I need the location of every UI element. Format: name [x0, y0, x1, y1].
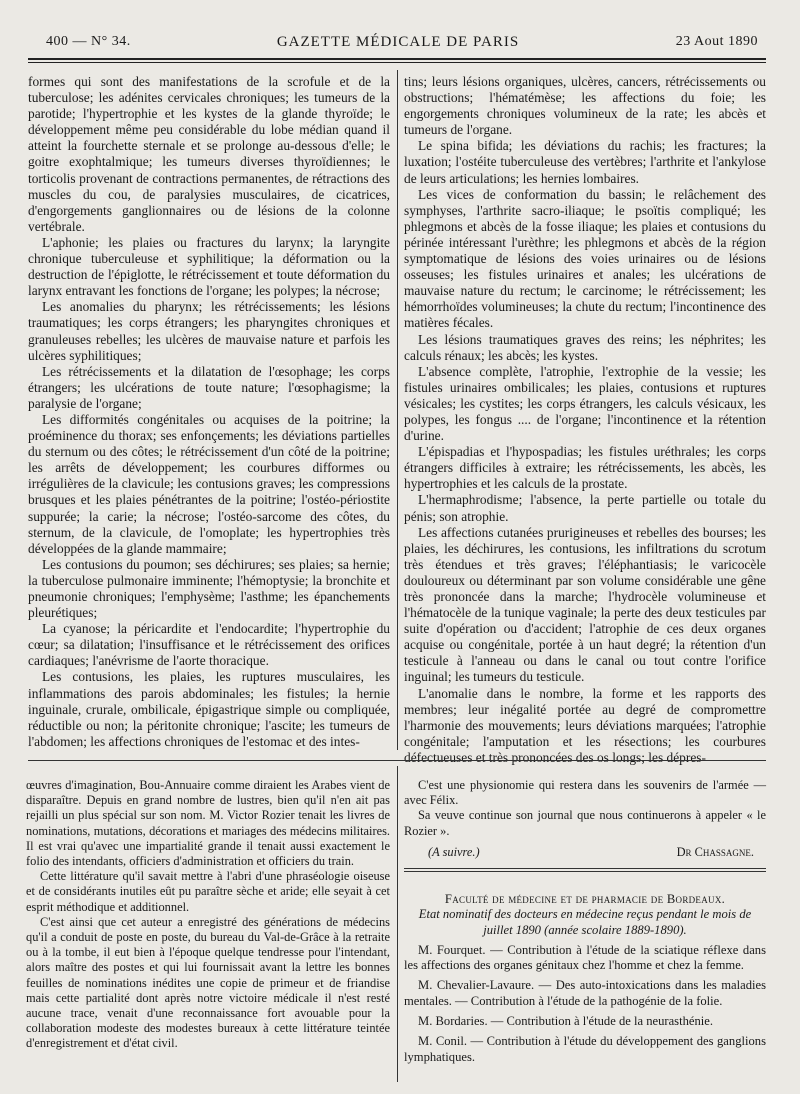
paragraph: Les contusions du poumon; ses déchirures; ses plaies; sa hernie; la tuberculose pulmonaire imminente; l'hémoptysie; la bronchite et pneumonie chroniques; l'emphysème; l'asthme; les épanchements pleurétiques;	[28, 556, 390, 621]
paragraph: C'est une physionomie qui restera dans les souvenirs de l'armée — avec Félix.	[404, 778, 766, 808]
paragraph: œuvres d'imagination, Bou-Annuaire comme diraient les Arabes vient de disparaître. Depuis en grand nombre de lustres, bien qu'il n'en ait pas rejailli un plus spécial sur son nom. M. Victor Rozier tenait les livres de nominations, mutations, décorations et mariages des médecins militaires. Il est vrai qu'avec une impartialité grande il tenait aussi exactement le folio des intendants, officiers d'administration et officiers du train.	[26, 778, 390, 869]
signature-line	[404, 845, 766, 860]
page-number: 400 — N° 34.	[46, 34, 131, 49]
page-header	[28, 34, 768, 54]
paragraph: L'épispadias et l'hypospadias; les fistules uréthrales; les corps étrangers difficiles à extraire; les rétrécissements, les abcès, les hypertrophies et les calculs de la prostate.	[404, 444, 766, 492]
column-divider	[397, 70, 398, 750]
author-signature: Dr Chassagne.	[676, 844, 754, 859]
faculty-section	[404, 892, 766, 1065]
feuilleton-right	[404, 778, 766, 860]
issue-date: 23 Aout 1890	[675, 34, 758, 49]
paragraph: Les lésions traumatiques graves des reins; les néphrites; les calculs rénaux; les abcès; les kystes.	[404, 331, 766, 363]
list-item: M. Bordaries. — Contribution à l'étude de la neurasthénie.	[418, 1014, 713, 1029]
header-rule	[28, 58, 766, 60]
paragraph: formes qui sont des manifestations de la scrofule et de la tuberculose; les adénites cervicales chroniques; les tumeurs de la parotide; l'hypertrophie et les kystes de la glande thyroïde; le développement même peu considérable du lobe médian quand il atteint la fourchette sternale et se prolonge au-dessous d'elle; le goitre exophtalmique; les tumeurs diverses thyroïdiennes; le torticolis provenant de contractions permanentes, de rétractions des muscles du cou, de paralysies musculaires, de cicatrices, d'engorgements ganglionnaires ou de lésions de la colonne vertébrale.	[28, 74, 390, 234]
list-item: M. Fourquet. — Contribution à l'étude de la sciatique réflexe dans les affections des organes génitaux chez l'homme et chez la femme.	[404, 942, 766, 973]
faculty-heading: Faculté de médecine et de pharmacie de Bordeaux.	[444, 892, 726, 906]
paragraph: Les contusions, les plaies, les ruptures musculaires, les inflammations des parois abdominales; les fistules; la hernie inguinale, crurale, ombilicale, épigastrique simple ou compliquée, réductible ou non; la péritonite chronique; l'ascite; les tumeurs de l'abdomen; les affections chroniques de l'estomac et des intes-	[28, 669, 390, 749]
paragraph: Les vices de conformation du bassin; le relâchement des symphyses, l'arthrite sacro-iliaque; le psoïtis compliqué; les phlegmons et abcès de la fosse iliaque; les plaies et contusions du périnée intéressant l'urèthre; les phlegmons et abcès de la région symptomatique de lésions des voies urinaires ou de lésions osseuses; les fistules urinaires et anales; les ulcérations de mauvaise nature du rectum; le carcinome; le rétrécissement; les hémorrhoïdes volumineuses; la chute du rectum; l'incontinence des matières fécales.	[404, 186, 766, 331]
column-divider	[397, 766, 398, 1082]
feuilleton-rule	[28, 760, 766, 761]
paragraph: C'est ainsi que cet auteur a enregistré des générations de médecins qu'il a conduit de poste en poste, du bureau du Val-de-Grâce à la retraite ou à la tombe, il eut bien à l'époque quelque tendresse pour l'intendant, alors maître des postes et qui lui fournissait avant la lettre les bonnes feuilles de nominations inédites une copie de primeur et de friandise mais cette partialité dont après notre victoire médicale il n'est resté aucune trace, venait d'une reconnaissance fort avouable pour la collaboration modeste des modestes bureaux à cette littérature teintée d'enregistrement et d'état civil.	[26, 914, 390, 1051]
left-column	[28, 74, 390, 750]
paragraph: Le spina bifida; les déviations du rachis; les fractures; la luxation; l'ostéite tuberculeuse des vertèbres; l'arthrite et l'ankylose de leurs articulations; les hernies lombaires.	[404, 138, 766, 186]
paragraph: Sa veuve continue son journal que nous continuerons à appeler « le Rozier ».	[404, 808, 766, 838]
feuilleton-left	[26, 778, 390, 1052]
paragraph: Les difformités congénitales ou acquises de la poitrine; la proéminence du thorax; ses enfonçements; les déviations partielles du sternum ou des côtes; le rétrécissement d'un côté de la poitrine; les arrêts de développement; les courbures difformes ou irrégulières de la clavicule; les contusions graves; les compressions brusques et les plaies pénétrantes de la poitrine; l'ostéo-périostite suppurée; la carie; la nécrose; l'ostéo-sarcome des côtes, du sternum, de la clavicule, de l'omoplate; les hypertrophies très développées de la glande mammaire;	[28, 411, 390, 556]
list-item: M. Chevalier-Lavaure. — Des auto-intoxications dans les maladies mentales. — Contribution à l'étude de la pathogénie de la folie.	[404, 978, 766, 1008]
journal-title: GAZETTE MÉDICALE DE PARIS	[276, 34, 520, 50]
header-rule-thin	[28, 62, 766, 63]
faculty-subtitle: Etat nominatif des docteurs en médecine reçus pendant le mois de juillet 1890 (année scolaire 1889-1890).	[418, 907, 752, 937]
paragraph: Les anomalies du pharynx; les rétrécissements; les lésions traumatiques; les corps étrangers; les pharyngites chroniques et granuleuses rebelles; les ulcères de mauvaise nature et parfois les ulcères syphilitiques;	[28, 299, 390, 363]
paragraph: La cyanose; la péricardite et l'endocardite; l'hypertrophie du cœur; sa dilatation; l'insuffisance et le rétrécissement des orifices cardiaques; l'anévrisme de l'aorte thoracique.	[28, 621, 390, 669]
paragraph: Les affections cutanées prurigineuses et rebelles des bourses; les plaies, les déchirures, les contusions, les infiltrations du scrotum très étendues et très graves; l'éléphantiasis; le varicocèle douloureux ou déterminant par son volume considérable une gêne très prononcée dans la marche; l'hydrocèle volumineuse et l'hématocèle de la tunique vaginale; la perte des deux testicules par suite d'opération ou d'accident; l'atrophie de ces deux organes acquise ou congénitale, portée à un haut degré; la rétention d'un testicule à l'anneau ou dans le canal ou tout contre l'orifice inguinal; les tumeurs du testicule.	[404, 524, 766, 685]
paragraph: tins; leurs lésions organiques, ulcères, cancers, rétrécissements ou obstructions; l'hématémèse; les affections du foie; les engorgements chroniques volumineux de la rate; les abcès et tumeurs de l'organe.	[404, 74, 766, 138]
paragraph: L'hermaphrodisme; l'absence, la perte partielle ou totale du pénis; son atrophie.	[404, 492, 766, 524]
list-item: M. Conil. — Contribution à l'étude du développement des ganglions lymphatiques.	[404, 1034, 766, 1064]
paragraph: L'anomalie dans le nombre, la forme et les rapports des membres; leur inégalité portée au degré de compromettre l'harmonie des mouvements; leurs déviations marquées; l'atrophie congénitale; l'amputation et les résections; les courbures défectueuses et très prononcées des os longs; les dépres-	[404, 685, 766, 765]
paragraph: L'aphonie; les plaies ou fractures du larynx; la laryngite chronique tuberculeuse et syphilitique; la déformation ou la destruction de l'épiglotte, le rétrécissement et toute déformation du larynx entravant les fonctions de l'organe; les polypes; la nécrose;	[28, 234, 390, 299]
section-rule	[404, 868, 766, 869]
right-column	[404, 74, 766, 766]
section-rule-thin	[404, 871, 766, 872]
paragraph: L'absence complète, l'atrophie, l'extrophie de la vessie; les fistules urinaires ombilicales; les plaies, contusions et ruptures vésicales; les cystites; les corps étrangers, les calculs vésicaux, les polypes, les fongus .... de l'organe; l'incontinence et la rétention d'urine.	[404, 363, 766, 444]
paragraph: Cette littérature qu'il savait mettre à l'abri d'une phraséologie oiseuse et de considérants inutiles eût pu paraître sèche et aride; elle seyait à cet esprit méthodique et additionnel.	[26, 869, 390, 914]
continued-note: (A suivre.)	[428, 844, 480, 859]
paragraph: Les rétrécissements et la dilatation de l'œsophage; les corps étrangers; les ulcérations de toute nature; l'œsophagisme; la paralysie de l'organe;	[28, 363, 390, 411]
